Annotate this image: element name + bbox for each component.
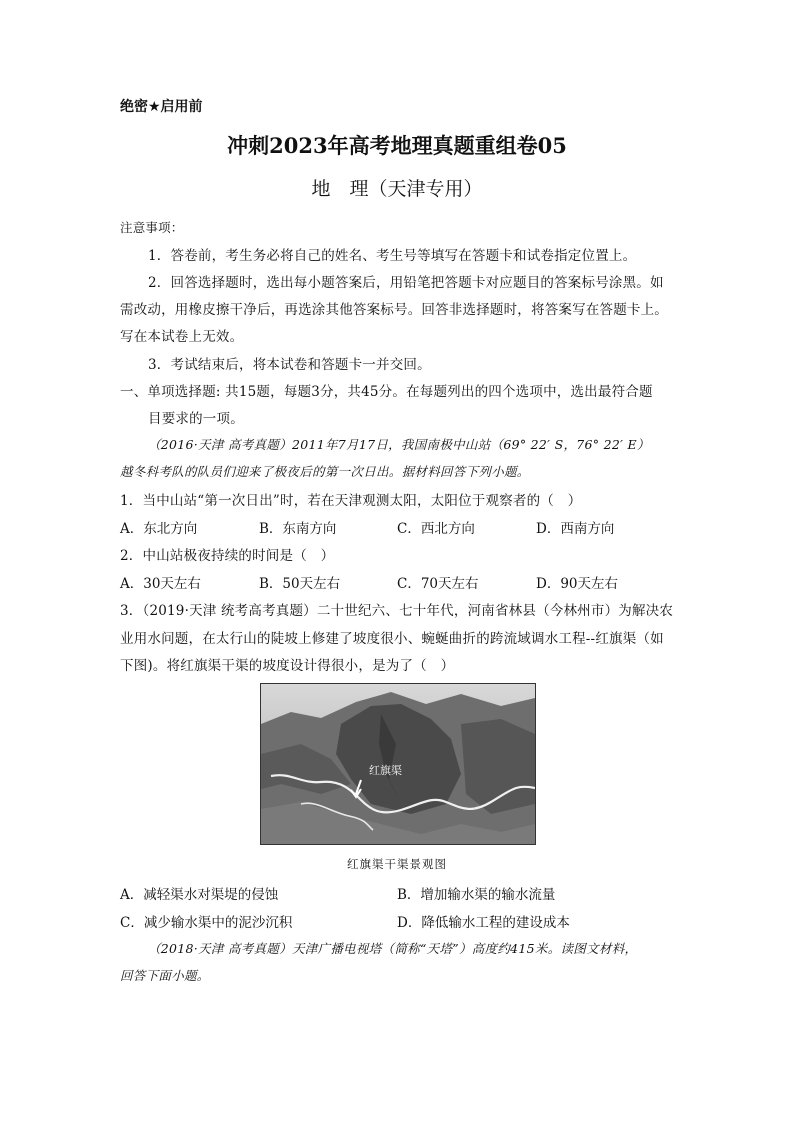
- note-item: 1．答卷前，考生务必将自己的姓名、考生号等填写在答题卡和试卷指定位置上。: [148, 248, 637, 264]
- q1-option-d: D．西南方向: [536, 521, 615, 537]
- question-3-stem-end: 下图)。将红旗渠干渠的坡度设计得很小，是为了（ ）: [120, 658, 455, 674]
- q3-option-a: A．减轻渠水对渠堤的侵蚀: [120, 887, 279, 903]
- q3-option-c: C．减少输水渠中的泥沙沉积: [120, 915, 293, 931]
- q2-option-c: C．70天左右: [397, 576, 479, 592]
- note-item: 需改动，用橡皮擦干净后，再选涂其他答案标号。回答非选择题时，将答案写在答题卡上。: [120, 302, 668, 318]
- passage-2-cont: 回答下面小题。: [120, 968, 210, 983]
- q3-option-b: B．增加输水渠的输水流量: [397, 887, 556, 903]
- confidential-label: 绝密★启用前: [120, 99, 203, 115]
- question-3-stem-cont: 业用水问题，在太行山的陡坡上修建了坡度很小、蜿蜒曲折的跨流域调水工程--红旗渠（如: [120, 631, 664, 647]
- question-1-stem: 1．当中山站“第一次日出”时，若在天津观测太阳，太阳位于观察者的（ ）: [120, 493, 582, 509]
- exam-subtitle: 地 理（天津专用）: [311, 178, 483, 200]
- photo-label: 红旗渠: [369, 764, 402, 777]
- note-item: 3．考试结束后，将本试卷和答题卡一并交回。: [148, 357, 431, 373]
- hongqi-canal-photo: [260, 683, 536, 845]
- passage-1: （2016·天津 高考真题）2011年7月17日，我国南极中山站（69° 22′ S，76° 22′ E）: [148, 437, 650, 452]
- section-heading-cont: 目要求的一项。: [148, 411, 244, 427]
- passage-2: （2018·天津 高考真题）天津广播电视塔（简称“天塔”）高度约415米。读图文材料，: [148, 941, 638, 956]
- passage-1-cont: 越冬科考队的队员们迎来了极夜后的第一次日出。据材料回答下列小题。: [120, 464, 530, 479]
- q1-option-c: C．西北方向: [397, 521, 475, 537]
- photo-caption: 红旗渠干渠景观图: [347, 857, 447, 871]
- q2-option-a: A．30天左右: [120, 576, 201, 592]
- q1-option-a: A．东北方向: [120, 521, 198, 537]
- question-2-stem: 2．中山站极夜持续的时间是（ ）: [120, 548, 335, 564]
- section-heading: 一、单项选择题: 共15题，每题3分，共45分。在每题列出的四个选项中，选出最符合题: [120, 384, 653, 400]
- q2-option-d: D．90天左右: [536, 576, 619, 592]
- q1-option-b: B．东南方向: [259, 521, 337, 537]
- notes-heading: 注意事项：: [120, 220, 184, 235]
- q3-option-d: D．降低输水工程的建设成本: [397, 915, 570, 931]
- note-item: 2．回答选择题时，选出每小题答案后，用铅笔把答题卡对应题目的答案标号涂黑。如: [148, 275, 664, 291]
- note-item: 写在本试卷上无效。: [120, 329, 244, 345]
- q2-option-b: B．50天左右: [259, 576, 341, 592]
- exam-title: 冲刺2023年高考地理真题重组卷05: [227, 133, 567, 158]
- question-3-stem: 3．（2019·天津 统考高考真题）二十世纪六、七十年代，河南省林县（今林州市）为解决农: [120, 603, 674, 619]
